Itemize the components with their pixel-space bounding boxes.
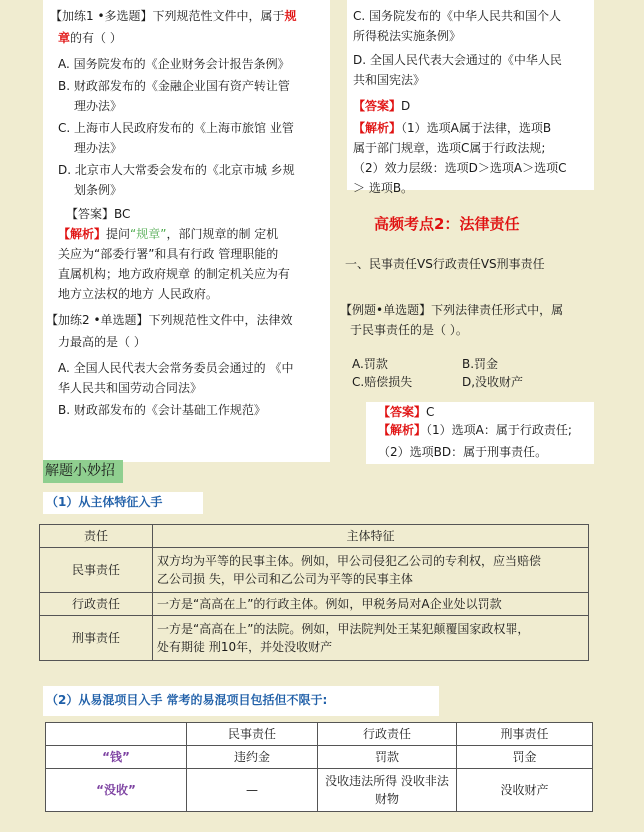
row-label: 民事责任 [40,548,153,593]
header-cell: 民事责任 [187,723,318,746]
q1-option-d: D. 北京市人大常委会发布的《北京市城 乡规 [58,163,295,177]
admin-cell: 罚款 [318,746,457,769]
q1-heading: 【加练1 •多选题】下列规范性文件中，属于规 [50,9,297,23]
row-desc: 一方是“高高在上”的行政主体。例如，甲税务局对A企业处以罚款 [153,593,589,616]
row-label: 行政责任 [40,593,153,616]
q1-option-b: B. 财政部发布的《金融企业国有资产转让管 [58,79,290,93]
section-title: 高频考点2：法律责任 [374,215,520,233]
q1-explanation-line3: 直属机构；地方政府规章 的制定机关应为有 [58,267,290,281]
header-cell: 主体特征 [153,525,589,548]
q1-option-c-cont: 理办法》 [74,141,123,155]
header-cell: 刑事责任 [457,723,593,746]
q2-explanation-line3: （2）效力层级：选项D＞选项A＞选项C [353,161,567,175]
q1-option-c: C. 上海市人民政府发布的《上海市旅馆 业管 [58,121,294,135]
admin-cell: 没收违法所得 没收非法 财物 [318,769,457,812]
row-desc: 双方均为平等的民事主体。例如，甲公司侵犯乙公司的专利权，应当赔偿 乙公司损 失，甲公司和乙公司为平等的民事主体 [153,548,589,593]
q2-explanation-line4: ＞ 选项B。 [353,181,414,195]
row-label: “没收” [46,769,187,812]
q2-explanation-line2: 属于部门规章，选项C属于行政法规; [353,141,546,155]
q1-answer: 【答案】BC [66,207,131,221]
example-explanation-line1: 【解析】（1）选项A：属于行政责任; [378,423,572,437]
q1-option-d-cont: 划条例》 [74,183,123,197]
header-cell: 行政责任 [318,723,457,746]
subject-feature-table [39,524,589,661]
example-option-d: D,没收财产 [462,375,524,389]
q1-option-a: A. 国务院发布的《企业财务会计报告条例》 [58,57,290,71]
table-row [46,769,593,812]
q2-option-a-cont: 华人民共和国劳动合同法》 [58,381,203,395]
table-header-row [46,723,593,746]
q2-option-d-cont: 共和国宪法》 [353,73,426,87]
q1-option-b-cont: 理办法》 [74,99,123,113]
tips-sub2: （2）从易混项目入手 常考的易混项目包括但不限于: [46,693,328,707]
q1-explanation-line1: 【解析】提问“规章”，部门规章的制 定机 [58,227,279,241]
q2-heading: 【加练2 •单选题】下列规范性文件中，法律效 [46,313,293,327]
example-option-c: C.赔偿损失 [352,375,413,389]
q2-option-b: B. 财政部发布的《会计基础工作规范》 [58,403,266,417]
example-answer: 【答案】C [378,405,435,419]
table-row [46,746,593,769]
example-option-a: A.罚款 [352,357,388,371]
example-option-b: B.罚金 [462,357,499,371]
row-desc: 一方是“高高在上”的法院。例如，甲法院判处王某犯颠覆国家政权罪， 处有期徒 刑10年，并处没收财产 [153,616,589,661]
row-label: 刑事责任 [40,616,153,661]
example-heading: 【例题•单选题】下列法律责任形式中，属 [340,303,564,317]
q2-answer: 【答案】D [353,99,411,113]
q2-explanation-line1: 【解析】（1）选项A属于法律，选项B [353,121,552,135]
q2-option-a: A. 全国人民代表大会常务委员会通过的 《中 [58,361,294,375]
civil-cell: 违约金 [187,746,318,769]
tips-sub1: （1）从主体特征入手 [46,495,163,509]
q2-option-d: D. 全国人民代表大会通过的《中华人民 [353,53,562,67]
tips-banner: 解题小妙招 [43,460,123,483]
row-label: “钱” [46,746,187,769]
q1-explanation-line4: 地方立法权的地方 人民政府。 [58,287,218,301]
subsection-heading: 一、民事责任VS行政责任VS刑事责任 [345,257,545,271]
header-cell: 责任 [40,525,153,548]
table-header-row [40,525,589,548]
table-row [40,616,589,661]
example-heading-line2: 于民事责任的是（ ）。 [350,323,468,337]
q2-heading-line2: 力最高的是（ ） [58,335,146,349]
header-cell [46,723,187,746]
table-row [40,548,589,593]
criminal-cell: 没收财产 [457,769,593,812]
q2-option-c: C. 国务院发布的《中华人民共和国个人 [353,9,562,23]
q1-heading-line2: 章的有（ ） [58,31,122,45]
q2-option-c-cont: 所得税法实施条例》 [353,29,462,43]
q1-explanation-line2: 关应为“部委行署”和具有行政 管理职能的 [58,247,279,261]
example-explanation-line2: （2）选项BD：属于刑事责任。 [378,445,548,459]
civil-cell: — [187,769,318,812]
criminal-cell: 罚金 [457,746,593,769]
confusing-items-table [45,722,593,812]
table-row [40,593,589,616]
